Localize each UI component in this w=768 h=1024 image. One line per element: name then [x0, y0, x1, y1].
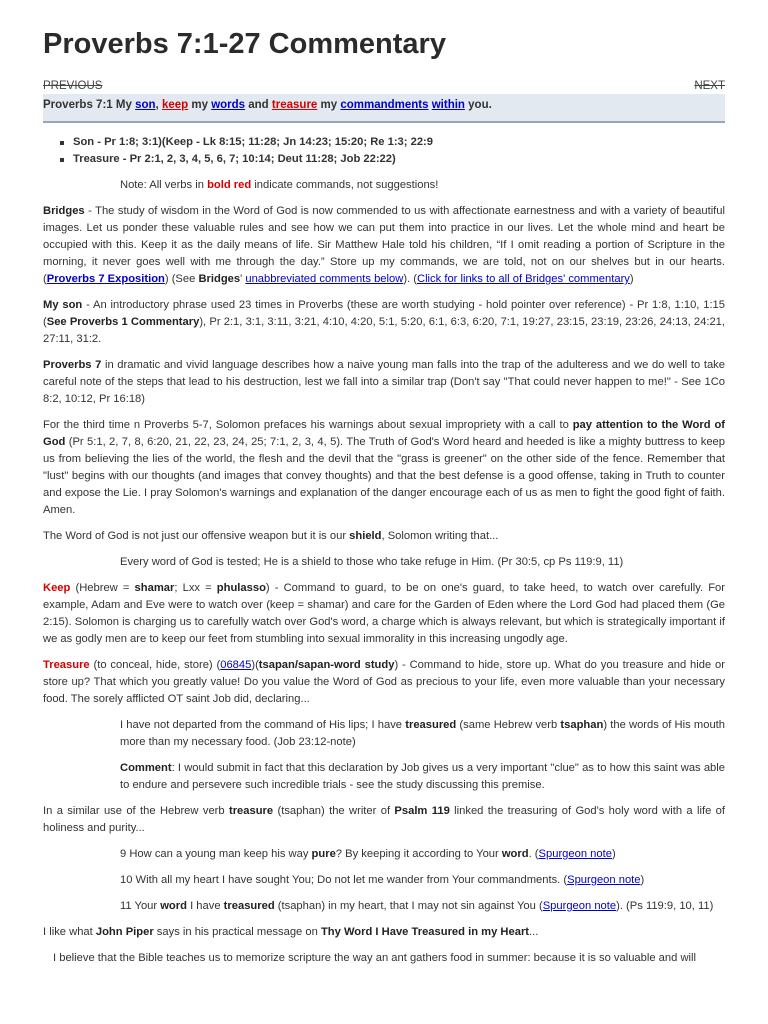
bridges-text: ). ( — [403, 273, 417, 285]
keep-text: ) - Command to guard, to be on one's guard, to take heed, to watch over carefully. For example, Adam and Eve were to watch over (keep = shamar) and care for the Garden of Eden where the Lord God had placed them (Ge 2:15). Solomon is charging us to carefully watch over God's word, a charge which is always relevant, but which is strategically important if we as godly men are to keep our feet from stumbling into sexual immorality in this increasing ungodly age. — [43, 582, 725, 645]
bridges-text: ) (See — [164, 273, 199, 285]
piper-text: I like what — [43, 926, 96, 938]
bridges-paragraph — [43, 203, 725, 288]
commentary-body — [43, 130, 725, 976]
treasure-link[interactable]: treasure — [271, 99, 318, 111]
previous-link[interactable]: PREVIOUS — [43, 80, 103, 92]
piper-text: ... — [529, 926, 539, 938]
verse-word: my — [320, 99, 338, 111]
keep-paragraph — [43, 580, 725, 648]
verse-text: I have — [186, 900, 224, 912]
bridges-text: ) — [629, 273, 634, 285]
keep-text: (Hebrew = — [70, 582, 135, 594]
bridges-text: ' — [240, 273, 246, 285]
within-link[interactable]: within — [431, 99, 465, 111]
list-item: Treasure - Pr 2:1, 2, 3, 4, 5, 6, 7; 10:14; Deut 11:28; Job 22:22) — [73, 151, 725, 168]
third-time-paragraph — [43, 417, 725, 519]
note-paragraph — [120, 177, 725, 194]
third-time-text: For the third time n Proverbs 5-7, Solomon prefaces his warnings about sexual impropriety with a call to — [43, 419, 573, 431]
verse-text: 10 With all my heart I have sought You; Do not let me wander from Your commandments. ( — [120, 874, 568, 886]
treasure-text: ) - Command to hide, store up. What do you treasure and hide or store up? That which you greatly value! Do you value the Word of God as precious to your life, even more valuable than your necessary food. The sorely afflicted OT saint Job did, declaring... — [43, 659, 725, 705]
third-time-text: (Pr 5:1, 2, 7, 8, 6:20, 21, 22, 23, 24, 25; 7:1, 2, 3, 4, 5). The Truth of God's Word heard and heeded is like a mighty buttress to keep us from believing the lies of the world, the flesh and the devil that the "grass is greener" on the other side of the fence. Remember that "lust" begins with our thoughts (and images that convey thoughts) and that the best defense is a good offense, taking in Truth to counter and expose the Lie. I pray Solomon's warnings and explanation of the danger encourage each of us as men to fight the good fight of faith. Amen. — [43, 436, 725, 516]
keep-text: ; Lxx = — [174, 582, 217, 594]
my-son-text: - An introductory phrase used 23 times in Proverbs (these are worth studying - hold pointer over reference) - Pr 1:8, 1:10, 1:15 ( — [43, 299, 725, 328]
shield-paragraph — [43, 528, 725, 545]
list-item: Son - Pr 1:8; 3:1)(Keep - Lk 8:15; 11:28; Jn 14:23; 15:20; Re 1:3; 22:9 — [73, 134, 725, 151]
next-link[interactable]: NEXT — [694, 80, 725, 92]
verse-text: ) — [611, 848, 616, 860]
verse-text: 9 How can a young man keep his way — [120, 848, 312, 860]
proverbs-7-label: Proverbs 7 — [43, 359, 102, 371]
verse-word: you. — [468, 99, 492, 111]
shield-text: The Word of God is not just our offensive weapon but it is our — [43, 530, 350, 542]
verse-text: ) — [640, 874, 645, 886]
verse-word: My — [115, 99, 132, 111]
verse-word: my — [191, 99, 208, 111]
similar-text: (tsaphan) the writer of — [273, 805, 395, 817]
verse-comma: , — [155, 99, 159, 111]
comment-label: Comment — [120, 762, 172, 774]
verse-text: 11 Your — [120, 900, 161, 912]
note-red-text: bold red — [207, 179, 252, 191]
word-study-text: tsapan/sapan-word study — [258, 659, 395, 671]
psalm-verse-9 — [120, 846, 725, 863]
job-text: I have not departed from the command of His lips; I have — [120, 719, 406, 731]
verse-text: (tsaphan) in my heart, that I may not sin against You ( — [274, 900, 543, 912]
phulasso-text: phulasso — [216, 582, 266, 594]
shield-bold: shield — [349, 530, 382, 542]
my-son-text: ), Pr 2:1, 3:1, 3:11, 3:21, 4:10, 4:20, 5:1, 5:20, 6:1, 6:3, 6:20, 7:1, 19:27, 23:15, 23:19, 23:26, 24:13, 24:21, 27:11, 31:2. — [43, 316, 725, 345]
piper-quote: I believe that the Bible teaches us to memorize scripture the way an ant gathers food in summer: because it is so valuable and will — [53, 952, 696, 964]
treasure-text: (to conceal, hide, store) ( — [89, 659, 221, 671]
verse-ref: Proverbs 7:1 — [43, 99, 113, 111]
spurgeon-note-link[interactable]: Spurgeon note — [542, 900, 617, 912]
treasured-text: treasured — [223, 900, 275, 912]
son-link[interactable]: son — [135, 99, 156, 111]
shamar-text: shamar — [134, 582, 175, 594]
job-quote — [120, 717, 725, 751]
proverbs-7-exposition-link[interactable]: Proverbs 7 Exposition — [46, 273, 165, 285]
john-piper-text: John Piper — [95, 926, 154, 938]
word-text: word — [501, 848, 529, 860]
words-link[interactable]: words — [211, 99, 246, 111]
treasured-text: treasured — [405, 719, 457, 731]
bridges-label: Bridges — [43, 205, 85, 217]
similar-use-paragraph — [43, 803, 725, 837]
my-son-label: My son — [43, 299, 83, 311]
bridges-name: Bridges — [198, 273, 241, 285]
bridges-commentary-link[interactable]: Click for links to all of Bridges' commentary — [416, 273, 630, 285]
pure-text: pure — [311, 848, 336, 860]
bridges-text: - The study of wisdom in the Word of God is now commended to us with affectionate earnestness and with a variety of beautiful images. Let us ponder these valuable rules and see how we can put them into practice in our lives. Let the whole mind and heart be occupied with this. Keep it as the daily means of life. Sir Matthew Hale told his children, “If I omit reading a portion of Scripture in the morning, it never goes well with me through the day.” Store up my commands, we are told, not on our shelves but in our hearts. ( — [43, 205, 725, 285]
strongs-06845-link[interactable]: 06845 — [220, 659, 252, 671]
treasure-paragraph — [43, 657, 725, 708]
shield-quote: Every word of God is tested; He is a shield to those who take refuge in Him. (Pr 30:5, cp Ps 119:9, 11) — [120, 556, 624, 568]
similar-text: In a similar use of the Hebrew verb — [43, 805, 229, 817]
psalm-verse-10 — [120, 872, 725, 889]
cross-reference-list — [43, 134, 725, 168]
treasure-text: )( — [251, 659, 259, 671]
unabbreviated-comments-link[interactable]: unabbreviated comments below — [245, 273, 404, 285]
verse-word: and — [248, 99, 269, 111]
piper-text: says in his practical message on — [153, 926, 321, 938]
piper-paragraph — [43, 924, 725, 941]
page-title: Proverbs 7:1-27 Commentary — [43, 28, 446, 60]
job-text: ) the words of His mouth more than my necessary food. (Job 23:12-note) — [120, 719, 726, 748]
psalm-verse-11 — [120, 898, 725, 915]
verse-text: ? By keeping it according to Your — [335, 848, 502, 860]
verse-text: . ( — [528, 848, 539, 860]
proverbs-7-paragraph — [43, 357, 725, 408]
keep-link[interactable]: keep — [161, 99, 189, 111]
note-text: indicate commands, not suggestions! — [254, 179, 439, 191]
tsaphan-text: tsaphan — [560, 719, 604, 731]
treasure-bold: treasure — [228, 805, 274, 817]
verse-text: ). (Ps 119:9, 10, 11) — [616, 900, 714, 912]
commandments-link[interactable]: commandments — [340, 99, 429, 111]
message-title-text: Thy Word I Have Treasured in my Heart — [320, 926, 530, 938]
pay-attention-text: pay attention to the Word of God — [43, 419, 725, 448]
similar-text: linked the treasuring of God's holy word with a life of holiness and purity... — [43, 805, 725, 834]
job-text: (same Hebrew verb — [456, 719, 561, 731]
spurgeon-note-link[interactable]: Spurgeon note — [538, 848, 612, 860]
comment-text: : I would submit in fact that this declaration by Job gives us a very important "clue" as to how this saint was able to endure and persevere such incredible trials - see the study discussing this premise. — [120, 762, 725, 791]
psalm-119-text: Psalm 119 — [394, 805, 450, 817]
shield-text: , Solomon writing that... — [381, 530, 499, 542]
treasure-label: Treasure — [43, 659, 90, 671]
note-text: Note: All verbs in — [120, 179, 204, 191]
keep-label: Keep — [43, 582, 71, 594]
my-son-paragraph — [43, 297, 725, 348]
word-text: word — [160, 900, 187, 912]
see-proverbs-1-text: See Proverbs 1 Commentary — [46, 316, 200, 328]
verse-header — [43, 94, 725, 123]
comment-paragraph — [120, 760, 725, 794]
spurgeon-note-link[interactable]: Spurgeon note — [567, 874, 641, 886]
proverbs-7-text: in dramatic and vivid language describes how a naive young man falls into the trap of the adulteress and we do well to take careful note of the steps that lead to his destruction, lest we fall into a similar trap (Don't say "That could never happen to me!" - See 1Co 8:2, 10:12, Pr 16:18) — [43, 359, 725, 405]
